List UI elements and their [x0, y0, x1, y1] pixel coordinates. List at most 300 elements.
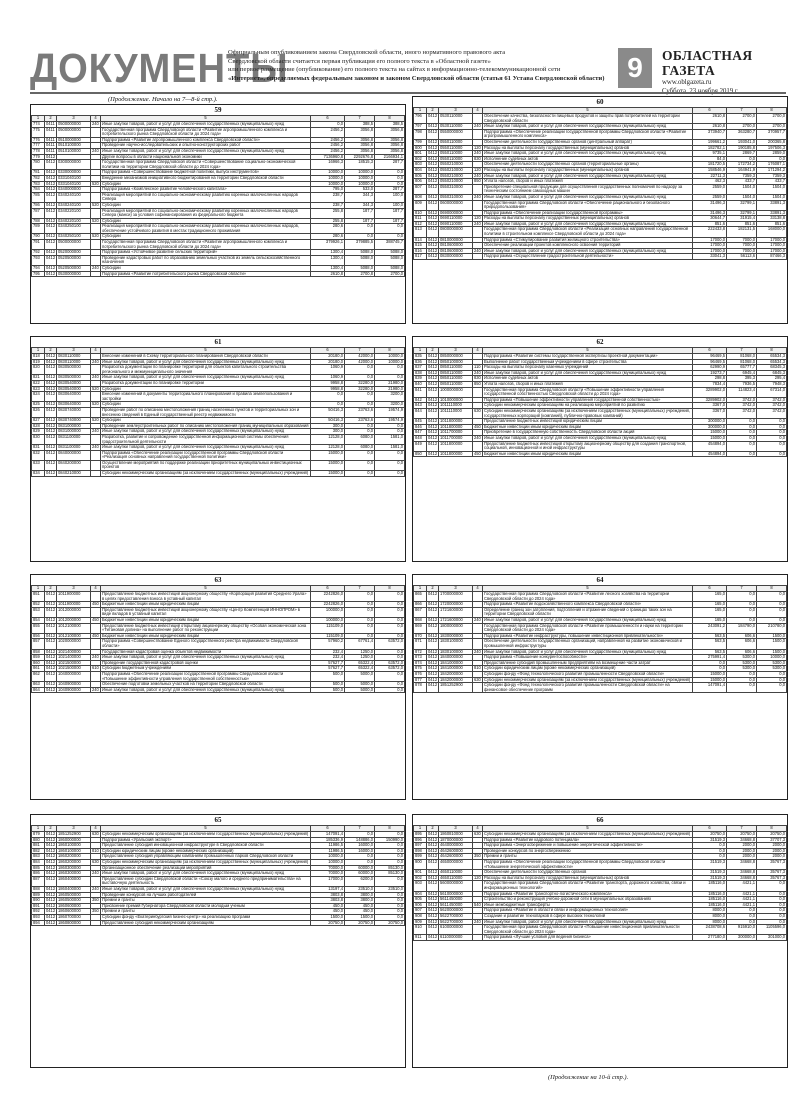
column-header: 1 — [414, 108, 427, 114]
table-cell: 0340240100 — [57, 202, 91, 208]
table-cell: 846 — [414, 424, 427, 430]
table-cell: 0,0 — [757, 156, 787, 162]
table-cell: 2000,0 — [727, 848, 757, 854]
expense-name-cell: Подпрограмма «Устойчивое развитие сельских территорий» — [101, 250, 311, 256]
expense-name-cell: Подпрограмма «Повышение эффективности управления государственной собственностью» — [483, 397, 693, 403]
table-row — [32, 471, 405, 477]
table-cell — [91, 920, 101, 926]
table-cell: 851,6 — [693, 221, 727, 227]
expense-name-cell: Подпрограмма «Обеспечение реализации государственной программы Свердловской области «Развитие агропромышленного комплекса» — [483, 129, 693, 139]
column-header: 3 — [57, 586, 91, 592]
expense-name-cell: Разработка документации по планировке территорий для объектов капитального строительства регионального и межмуниципального значения — [101, 365, 311, 375]
table-cell — [91, 160, 101, 170]
table-row — [414, 387, 787, 397]
table-cell: 1860810000 — [439, 832, 473, 838]
table-cell: 232,4 — [311, 655, 345, 661]
table-cell: 1250,0 — [345, 655, 375, 661]
table-cell: 802 — [414, 156, 427, 162]
expense-name-cell: Подпрограмма «Развитие системы государственной экспертизы проектной документации» — [483, 354, 693, 360]
table-cell: 240 — [92, 374, 99, 380]
column-header: 1 — [32, 116, 45, 122]
table-cell — [473, 184, 483, 194]
table-cell: 798 — [414, 129, 427, 139]
table-cell: 15000,0 — [693, 677, 727, 683]
table-cell: 0,0 — [375, 602, 405, 608]
table-cell — [473, 859, 483, 869]
table-cell: 3200,0 — [375, 392, 405, 402]
table-cell: 812 — [414, 221, 427, 227]
table-cell: 3056,8 — [345, 127, 375, 137]
budget-table — [31, 825, 405, 926]
table-cell: 520 — [92, 417, 99, 423]
table-cell: 2700,8 — [345, 271, 375, 277]
table-cell: 858 — [32, 649, 45, 655]
table-row — [414, 859, 787, 869]
column-header: 1 — [414, 586, 427, 592]
table-cell: 0550110000 — [439, 156, 473, 162]
table-cell: 0510100000 — [57, 148, 91, 154]
expense-name-cell: Субсидии фонду «Фонд технологического развития промышленности Свердловской области» на финансовое обеспечение программ — [483, 683, 693, 693]
table-cell: 876 — [414, 671, 427, 677]
table-cell: 0,0 — [727, 617, 757, 623]
table-cell — [473, 592, 483, 602]
table-cell: 0412 — [427, 200, 439, 210]
table-cell: 0412 — [428, 248, 438, 253]
expense-name-cell: Премии и гранты — [101, 909, 311, 915]
expense-name-cell: Премии и гранты — [483, 854, 693, 860]
column-header: 5 — [483, 108, 693, 114]
table-cell: 3800,0 — [345, 898, 375, 904]
column-header: 3 — [57, 348, 91, 354]
table-cell: 1012100000 — [57, 633, 91, 639]
document-page — [30, 574, 406, 800]
table-cell: 867 — [414, 607, 427, 617]
table-cell: 842 — [414, 397, 427, 403]
table-cell: 520 — [92, 401, 99, 407]
expense-name-cell: Расходы на выплаты персоналу казенных учреждений — [483, 365, 693, 371]
table-cell: 0,0 — [757, 677, 787, 683]
table-cell: 0412 — [46, 649, 56, 654]
table-cell: 0412 — [45, 160, 57, 170]
table-cell: 0412 — [428, 178, 438, 184]
table-cell: 1011110000 — [439, 408, 473, 418]
expense-name-cell: Иные закупки товаров, работ и услуг для обеспечения государственных (муниципальных) нужд — [101, 429, 311, 435]
table-cell: 1012100000 — [57, 623, 91, 633]
table-cell: 10000,0 — [345, 181, 375, 187]
table-cell: 6845,3 — [757, 370, 787, 376]
table-cell: 147091,4 — [311, 832, 345, 838]
expense-name-cell: Обеспечение деятельности государственных органов (центральный аппарат) — [483, 139, 693, 145]
table-cell: 839 — [414, 376, 427, 382]
table-cell: 1841000000 — [439, 660, 473, 666]
table-cell: 240 — [92, 870, 99, 876]
table-cell — [91, 407, 101, 417]
table-cell: 630 — [473, 408, 483, 418]
table-cell: 1021500000 — [57, 660, 91, 666]
table-cell: 0,0 — [757, 897, 787, 903]
table-cell: 0840000000 — [57, 450, 91, 460]
table-cell: 1011900000 — [57, 602, 91, 608]
table-cell: 0412 — [45, 208, 57, 218]
table-cell: 0412 — [46, 186, 56, 192]
table-cell: 5300,0 — [757, 660, 787, 666]
table-cell: 240 — [92, 428, 99, 434]
table-cell: 193041,0 — [727, 139, 757, 145]
table-cell: 300,0 — [311, 429, 345, 435]
table-cell: 784 — [32, 187, 45, 193]
table-cell: 606,6 — [727, 633, 757, 639]
column-header: 7 — [727, 348, 757, 354]
expense-name-cell: Государственная программа Свердловской области «Развитие лесного хозяйства на территории Свердловской области до 2024 года» — [483, 592, 693, 602]
table-cell: 851 — [32, 592, 45, 602]
table-cell: 0,0 — [375, 903, 405, 909]
table-cell: 0412 — [46, 865, 56, 870]
table-cell: 20750,0 — [693, 832, 727, 838]
table-cell: 520 — [92, 386, 99, 391]
table-cell: 5611450000 — [439, 902, 473, 908]
table-cell: 854 — [32, 617, 45, 623]
table-cell: 2000,0 — [757, 843, 787, 849]
table-cell: 606,6 — [727, 649, 757, 655]
table-cell: 0411 — [46, 142, 55, 148]
column-header: 8 — [375, 826, 405, 832]
table-cell: 240 — [474, 649, 481, 654]
table-cell: 2292676,8 — [345, 154, 375, 160]
table-cell: 882 — [32, 848, 45, 854]
expense-name-cell: Обеспечение деятельности государственных органов — [483, 870, 693, 876]
table-cell: 7936,5 — [727, 381, 757, 387]
table-cell: 0830740000 — [57, 418, 91, 424]
table-cell: 0,0 — [375, 649, 405, 655]
table-cell: 0830110000 — [57, 359, 91, 365]
table-cell: 0,0 — [345, 234, 375, 240]
expense-name-cell: Субсидии некоммерческим организациям (за исключением государственных (муниципальных) учреждений) — [101, 859, 311, 865]
table-cell: 33891,3 — [757, 210, 787, 216]
column-header: 6 — [311, 826, 345, 832]
table-cell: 450 — [474, 424, 481, 429]
table-cell: 17000,0 — [693, 243, 727, 249]
table-cell: 0,0 — [375, 876, 405, 886]
expense-name-cell: Иные закупки товаров, работ и услуг для обеспечения государственных (муниципальных) нужд — [101, 445, 311, 451]
table-cell: 0412 — [427, 859, 439, 869]
table-cell: 0412 — [45, 876, 57, 886]
table-cell: 775 — [32, 127, 45, 137]
table-cell: 6200,0 — [345, 876, 375, 886]
expense-name-cell: Бюджетные инвестиции иным юридическим лицам — [101, 617, 311, 623]
table-cell: 0412 — [45, 192, 57, 202]
table-cell: 150990,0 — [375, 837, 405, 843]
table-cell: 85130,0 — [375, 865, 405, 871]
expense-name-cell: Иные закупки товаров, работ и услуг для обеспечения государственных (муниципальных) нужд — [101, 375, 311, 381]
table-cell: 1011900000 — [57, 592, 91, 602]
table-cell: 864 — [32, 687, 45, 693]
table-cell: 6080,0 — [345, 445, 375, 451]
table-cell: 828 — [32, 423, 45, 429]
notice-line: Свердловской области считается первая публикация его полного текста в «Областной газете» — [228, 57, 491, 65]
table-cell: 0412 — [46, 681, 56, 687]
table-cell: 0,0 — [375, 423, 405, 429]
table-cell: 777 — [32, 143, 45, 149]
table-row — [414, 200, 787, 210]
expense-name-cell: Субсидии некоммерческим организациям (за исключением государственных (муниципальных) учреждений) — [101, 471, 311, 477]
table-cell: 895 — [414, 832, 427, 838]
expense-name-cell: Иные закупки товаров, работ и услуг для обеспечения государственных (муниципальных) нужд — [483, 919, 693, 925]
table-cell: 0831000000 — [57, 429, 91, 435]
table-row — [32, 607, 405, 617]
table-cell: 795 — [32, 271, 45, 277]
column-header: 1 — [32, 826, 45, 832]
table-cell: 871 — [414, 639, 427, 649]
expense-name-cell: Внесение изменений в документы территориального планирования и правила землепользования и застройки — [101, 392, 311, 402]
table-cell: 860 — [32, 660, 45, 666]
table-cell: 1504,0 — [727, 184, 757, 194]
table-cell: 240 — [474, 221, 481, 226]
expense-name-cell: Иные закупки товаров, работ и услуг для обеспечения государственных (муниципальных) нужд — [101, 655, 311, 661]
table-cell: 115109,0 — [311, 633, 345, 639]
table-cell: 0,0 — [727, 602, 757, 608]
table-cell: 0830500000 — [57, 365, 91, 375]
notice-line: Официальным опубликованием закона Свердловской области, иного нормативного правового акта — [228, 49, 506, 56]
table-cell: 0,0 — [693, 843, 727, 849]
table-cell — [91, 192, 101, 202]
table-cell: 0850110000 — [439, 381, 473, 387]
expense-name-cell: Предоставление бюджетных инвестиций открытому акционерному обществу для создания транспортной, социальной, инновационной и иной инфраструктуры — [483, 441, 693, 451]
expense-name-cell: Субсидии юридическим лицам (кроме некоммерческих организаций) — [101, 848, 311, 854]
table-cell: 182131,5 — [727, 227, 757, 237]
table-cell: 9735,1 — [693, 151, 727, 157]
table-cell — [91, 434, 101, 444]
table-cell: 350 — [474, 853, 481, 859]
table-cell: 833 — [32, 460, 45, 470]
column-header: 6 — [693, 108, 727, 114]
table-cell: 3800,0 — [345, 892, 375, 898]
table-cell: 782 — [32, 175, 45, 181]
table-row — [32, 639, 405, 649]
table-cell: 843 — [414, 403, 427, 409]
table-cell: 0550110000 — [439, 139, 473, 145]
table-cell: 1860300000 — [57, 865, 91, 871]
table-cell: 0340220100 — [57, 208, 91, 218]
table-cell — [473, 387, 483, 397]
table-row — [414, 408, 787, 418]
table-cell: 6945,4 — [727, 370, 757, 376]
table-cell: 814 — [414, 237, 427, 243]
table-cell: 0412 — [428, 660, 438, 665]
table-cell: 2000,0 — [757, 848, 787, 854]
table-cell: 905 — [414, 897, 427, 903]
table-cell: 1040900000 — [57, 682, 91, 688]
expense-name-cell: Иные закупки товаров, работ и услуг для обеспечения государственных (муниципальных) нужд — [483, 248, 693, 254]
table-cell: 0412 — [428, 353, 438, 358]
table-cell: 65534,3 — [757, 359, 787, 365]
expense-name-cell: Проведение научно-исследовательских и опытно-конструкторских работ — [101, 143, 311, 149]
table-cell: 63572,0 — [375, 666, 405, 672]
table-cell: 0412 — [428, 145, 438, 150]
table-cell: 35767,3 — [757, 859, 787, 869]
table-cell: 0412 — [427, 925, 439, 935]
table-cell: 450 — [92, 601, 99, 607]
column-header: 1 — [414, 348, 427, 354]
table-cell: 0,0 — [375, 623, 405, 633]
expense-name-cell: Иные закупки товаров, работ и услуг для обеспечения государственных (муниципальных) нужд — [483, 435, 693, 441]
table-cell: 0,0 — [375, 429, 405, 435]
expense-name-cell: Иные закупки товаров, работ и услуг для обеспечения государственных (муниципальных) нужд — [101, 687, 311, 693]
table-cell: 0412 — [428, 677, 438, 682]
table-cell: 120 — [474, 215, 481, 221]
table-cell: 778 — [32, 148, 45, 154]
table-cell: 3056,8 — [375, 127, 405, 137]
table-cell: 0412 — [428, 167, 438, 172]
table-cell: 2700,0 — [727, 124, 757, 130]
expense-name-cell: Проведение кадастровых работ по образованию земельных участков из земель сельскохозяйственного назначения — [101, 255, 311, 265]
newspaper-page-number: 9 — [618, 48, 652, 88]
column-header: 2 — [45, 348, 57, 354]
table-cell: 187,7 — [345, 218, 375, 224]
table-cell: 877 — [414, 677, 427, 683]
table-cell: 0520500000 — [57, 266, 91, 272]
expense-name-cell: Субсидии — [101, 181, 311, 187]
table-cell: 1021500000 — [57, 666, 91, 672]
table-cell: 164941,9 — [727, 167, 757, 173]
table-cell: 774 — [32, 122, 45, 128]
table-cell: 42000,0 — [345, 359, 375, 365]
table-cell: 0412 — [428, 150, 438, 156]
expense-name-cell: Государственная программа Свердловской области «Обеспечение рационального и безопасного природопользования» — [483, 200, 693, 210]
table-cell: 865 — [414, 592, 427, 602]
table-cell: 0412 — [46, 175, 56, 180]
table-cell: 0830640000 — [57, 392, 91, 402]
table-cell — [473, 623, 483, 633]
column-header: 4 — [91, 586, 101, 592]
table-cell: 630 — [92, 859, 99, 864]
expense-name-cell: Иные закупки товаров, работ и услуг для обеспечения государственных (муниципальных) нужд — [101, 886, 311, 892]
table-cell: 1860100000 — [57, 848, 91, 854]
table-cell: 19273,7 — [693, 370, 727, 376]
table-cell: 1300,4 — [311, 255, 345, 265]
table-cell: 19574,9 — [375, 407, 405, 417]
table-cell: 0,0 — [693, 848, 727, 854]
table-cell: 240 — [474, 194, 481, 199]
table-cell: 199661,2 — [693, 139, 727, 145]
table-cell: 7000,0 — [727, 248, 757, 254]
table-cell: 520 — [92, 202, 99, 207]
table-cell: 433,7 — [727, 179, 757, 185]
table-cell: 70000,0 — [311, 865, 345, 871]
table-cell: 0340000000 — [57, 187, 91, 193]
table-cell: 0412 — [428, 848, 438, 853]
table-cell: 790 — [32, 234, 45, 240]
table-cell: 16966,3 — [311, 160, 345, 170]
expense-name-cell: Иные закупки товаров, работ и услуг для обеспечения государственных (муниципальных) нужд — [483, 649, 693, 655]
column-header: 3 — [57, 826, 91, 832]
table-cell: 850 — [474, 178, 481, 184]
expense-name-cell: Проведение конкурсов на лучших работодателей — [101, 892, 311, 898]
table-cell: 240 — [92, 654, 99, 660]
column-header: 8 — [375, 586, 405, 592]
table-cell: 0412 — [46, 687, 56, 692]
table-cell: 0,0 — [375, 892, 405, 898]
table-cell: 23510,0 — [375, 886, 405, 892]
table-cell — [91, 365, 101, 375]
column-header: 5 — [101, 116, 311, 122]
expense-name-cell: Проведение конкурсов по энергосбережению — [483, 848, 693, 854]
expense-name-cell: Подпрограмма «Развитие водохозяйственного комплекса Свердловской области» — [483, 602, 693, 608]
table-cell: 3803,8 — [311, 898, 345, 904]
table-cell: 120 — [474, 875, 481, 880]
column-header: 7 — [345, 116, 375, 122]
table-cell: 0412 — [428, 919, 438, 924]
table-cell: 840 — [414, 381, 427, 387]
table-cell: 7136960,8 — [311, 154, 345, 160]
table-cell: 0,0 — [345, 602, 375, 608]
table-cell: 0412 — [428, 364, 438, 370]
table-cell: 0,0 — [345, 224, 375, 234]
table-cell: 8000,0 — [693, 908, 727, 914]
expense-name-cell: Подпрограмма «Стимулирование развития жилищного строительства» — [483, 237, 693, 243]
table-cell: 783 — [32, 181, 45, 187]
table-cell: 0,0 — [375, 375, 405, 381]
table-cell: 902 — [414, 875, 427, 881]
table-cell: 0,0 — [727, 430, 757, 436]
table-cell: 277180,0 — [693, 935, 727, 941]
table-cell: 0,0 — [757, 908, 787, 914]
table-cell: 0412 — [45, 460, 57, 470]
table-cell: 240 — [92, 359, 99, 364]
table-cell: 0412 — [46, 870, 56, 876]
newspaper-url[interactable]: www.oblgazeta.ru — [662, 79, 712, 86]
table-cell: 0412 — [428, 418, 438, 424]
table-cell: 886 — [32, 871, 45, 877]
table-cell: 0,0 — [727, 435, 757, 441]
table-row — [32, 127, 405, 137]
expense-name-cell: Предоставление субсидии Свердловской области «Союзу малого и среднего предпринимательства» на выставочную деятельность — [101, 876, 311, 886]
expense-name-cell: Предоставление бюджетных инвестиций открытому акционерному обществу «Особая экономическая зона «Титановая долина» на выполнение работ по реконструкции — [101, 623, 311, 633]
table-cell: 0,0 — [757, 607, 787, 617]
expense-name-cell: Подпрограмма «Совершенствование бюджетной политики, выпуск инструментов» — [101, 170, 311, 176]
expense-name-cell: Субсидии некоммерческим организациям (за исключением государственных (муниципальных) учреждений, государственных корпораций (компаний), публично-правовых компаний) — [483, 408, 693, 418]
table-cell: 881 — [32, 843, 45, 849]
table-cell: 0412 — [45, 671, 57, 681]
table-cell: 870 — [414, 633, 427, 639]
table-cell: 0412 — [46, 374, 56, 380]
table-cell: 17000,0 — [757, 243, 787, 249]
expense-name-cell: Присвоение премий Губернатора Свердловской области молодым ученым — [101, 903, 311, 909]
table-cell: 240 — [474, 123, 481, 129]
table-cell: 32280,0 — [345, 386, 375, 392]
table-cell: 2242826,0 — [311, 602, 345, 608]
table-cell: 0,0 — [375, 471, 405, 477]
table-cell: 1105596,0 — [757, 925, 787, 935]
table-cell: 1011800000 — [439, 441, 473, 451]
budget-table — [31, 585, 405, 693]
table-cell: 0412 — [428, 123, 438, 129]
table-cell: 835 — [414, 354, 427, 360]
table-cell: 168000,0 — [757, 227, 787, 237]
table-cell: 67761,4 — [345, 639, 375, 649]
table-cell: 0,0 — [375, 617, 405, 623]
table-cell: 0,0 — [345, 592, 375, 602]
table-cell — [91, 208, 101, 218]
table-cell: 454894,0 — [693, 451, 727, 457]
table-cell: 0412 — [46, 401, 56, 407]
expense-name-cell: Государственная программа Свердловской области «Развитие агропромышленного комплекса и потребительского рынка Свердловской области до 2024 года» — [101, 240, 311, 250]
table-cell: 68345,3 — [757, 365, 787, 371]
budget-table — [31, 115, 405, 277]
table-cell: 20750,0 — [757, 832, 787, 838]
table-cell: 450 — [92, 633, 99, 638]
table-cell: 1851252900 — [57, 832, 91, 838]
table-cell: 0412 — [428, 161, 438, 167]
